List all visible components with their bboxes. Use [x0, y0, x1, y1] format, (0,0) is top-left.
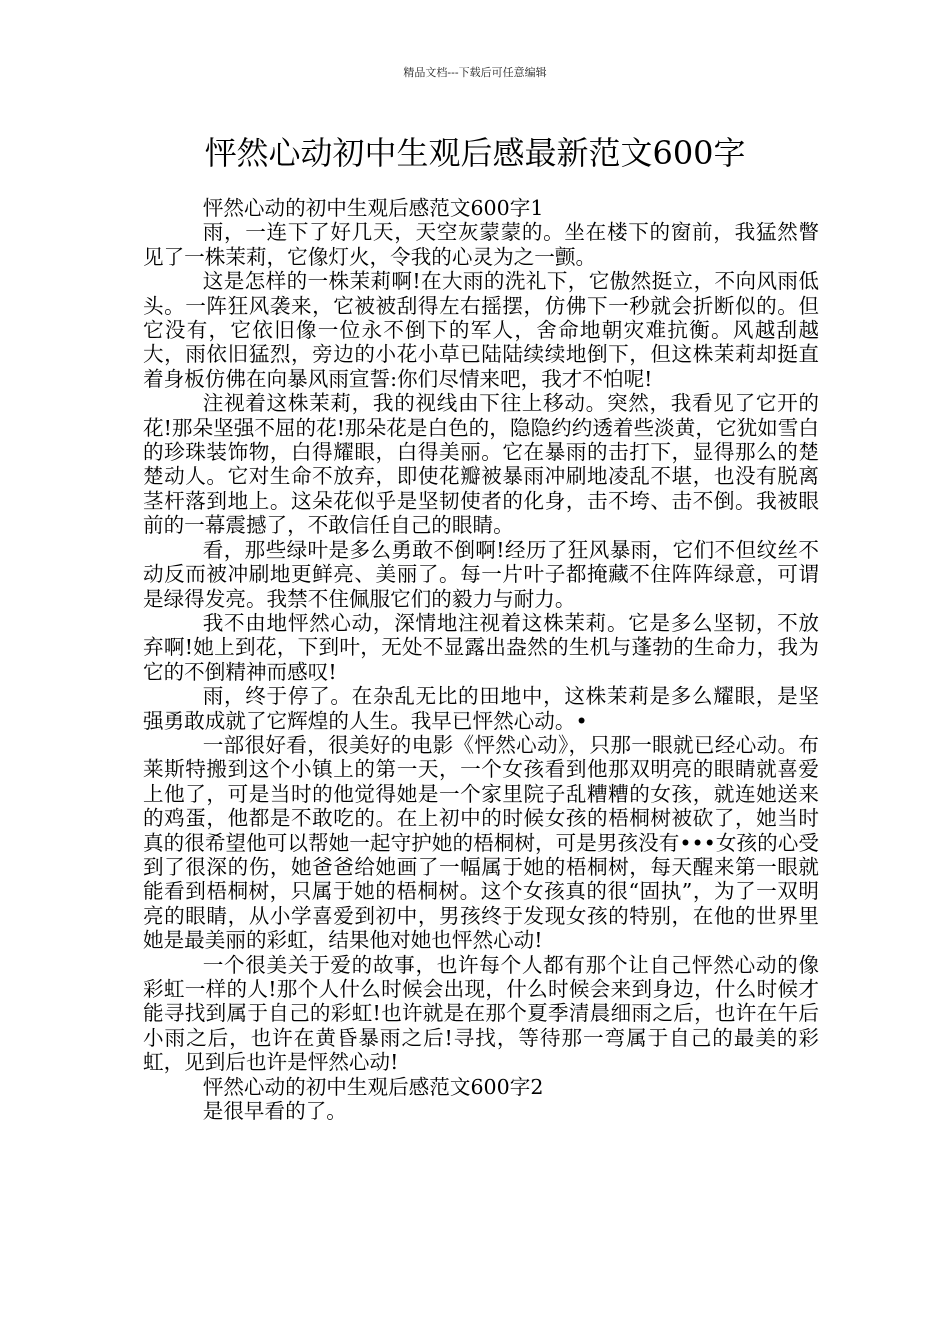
paragraph: 一个很美关于爱的故事，也许每个人都有那个让自己怦然心动的像彩虹一样的人!那个人什么时候会出现，什么时候会来到身边，什么时候才能寻找到属于自己的彩虹!也许就是在那个夏季清晨细雨之后，也许在午后小雨之后，也许在黄昏暴雨之后!寻找，等待那一弯属于自己的最美的彩虹，见到后也许是怦然心动! — [143, 952, 819, 1075]
document-title: 怦然心动初中生观后感最新范文600字 — [204, 134, 746, 172]
section-heading-1: 怦然心动的初中生观后感范文600字1 — [202, 196, 544, 220]
header-note: 精品文档---下载后可任意编辑 — [403, 66, 547, 79]
section-heading-2: 怦然心动的初中生观后感范文600字2 — [202, 1074, 544, 1099]
paragraph: 这是怎样的一株茉莉啊!在大雨的洗礼下，它傲然挺立，不向风雨低头。一阵狂风袭来，它被被刮得左右摇摆，仿佛下一秒就会折断似的。但它没有，它依旧像一位永不倒下的军人，舍命地朝灾难抗衡。风越刮越大，雨依旧猛烈，旁边的小花小草已陆陆续续地倒下，但这株茉莉却挺直着身板仿佛在向暴风雨宣誓:你们尽情来吧，我才不怕呢! — [143, 269, 819, 391]
paragraph: 看，那些绿叶是多么勇敢不倒啊!经历了狂风暴雨，它们不但纹丝不动反而被冲刷地更鲜亮、美丽了。每一片叶子都掩藏不住阵阵绿意，可谓是绿得发亮。我禁不住佩服它们的毅力与耐力。 — [143, 537, 819, 611]
paragraph: 注视着这株茉莉，我的视线由下往上移动。突然，我看见了它开的花!那朵坚强不屈的花!那朵花是白色的，隐隐约约透着些淡黄，它犹如雪白的珍珠装饰物，白得耀眼，白得美丽。它在暴雨的击打下，显得那么的楚楚动人。它对生命不放弃，即使花瓣被暴雨冲刷地凌乱不堪，也没有脱离茎杆落到地上。这朵花似乎是坚韧使者的化身，击不垮、击不倒。我被眼前的一幕震撼了，不敢信任自己的眼睛。 — [143, 391, 819, 538]
paragraph: 我不由地怦然心动，深情地注视着这株茉莉。它是多么坚韧，不放弃啊!她上到花，下到叶，无处不显露出盎然的生机与蓬勃的生命力，我为它的不倒精神而感叹! — [143, 610, 819, 684]
paragraph: 雨，终于停了。在杂乱无比的田地中，这株茉莉是多么耀眼，是坚强勇敢成就了它辉煌的人生。我早已怦然心动。• — [143, 684, 819, 733]
document-body — [143, 196, 819, 1123]
paragraph: 雨，一连下了好几天，天空灰蒙蒙的。坐在楼下的窗前，我猛然瞥见了一株茉莉，它像灯火，令我的心灵为之一颤。 — [143, 220, 819, 269]
paragraph: 一部很好看，很美好的电影《怦然心动》，只那一眼就已经心动。布莱斯特搬到这个小镇上的第一天，一个女孩看到他那双明亮的眼睛就喜爱上他了，可是当时的他觉得她是一个家里院子乱糟糟的女孩，就连她送来的鸡蛋，他都是不敢吃的。在上初中的时候女孩的梧桐树被砍了，她当时真的很希望他可以帮她一起守护她的梧桐树，可是男孩没有•••女孩的心受到了很深的伤，她爸爸给她画了一幅属于她的梧桐树，每天醒来第一眼就能看到梧桐树，只属于她的梧桐树。这个女孩真的很“固执”，为了一双明亮的眼睛，从小学喜爱到初中，男孩终于发现女孩的特别，在他的世界里她是最美丽的彩虹，结果他对她也怦然心动! — [143, 732, 819, 953]
paragraph: 是很早看的了。 — [202, 1099, 347, 1124]
